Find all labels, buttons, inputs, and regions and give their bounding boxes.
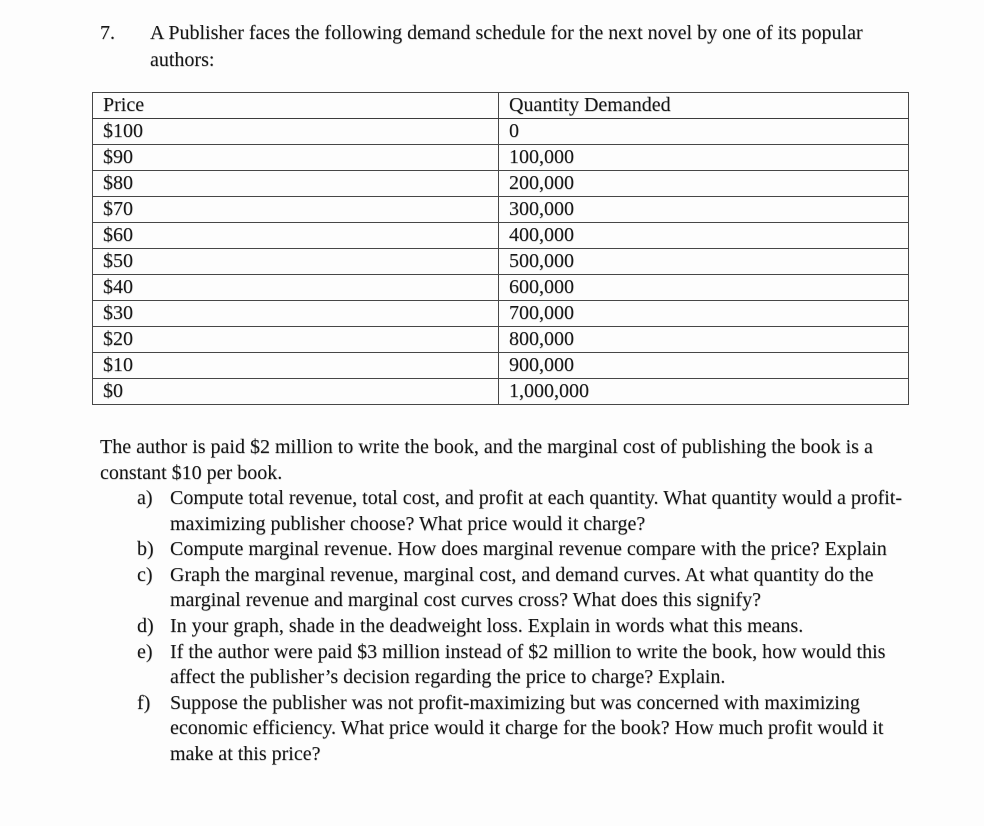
subquestion-item-c [137, 563, 903, 614]
subquestion-text: Suppose the publisher was not profit-maximizing but was concerned with maximizing economic efficiency. What price would it charge for the book? How much profit would it make at this price? [170, 691, 884, 765]
price-cell: $0 [93, 379, 499, 405]
question-intro-text: A Publisher faces the following demand schedule for the next novel by one of its popular authors: [150, 22, 863, 71]
demand-schedule-table [92, 92, 909, 405]
price-column-header: Price [93, 93, 499, 119]
table-row [93, 119, 909, 145]
price-cell: $100 [93, 119, 499, 145]
subquestion-text: Compute marginal revenue. How does marginal revenue compare with the price? Explain [170, 538, 887, 561]
subquestion-label: a) [137, 487, 153, 509]
table-row [93, 379, 909, 405]
subquestion-item-b [137, 537, 903, 563]
subquestion-text: Compute total revenue, total cost, and profit at each quantity. What quantity would a profit-maximizing publisher choose? What price would it charge? [170, 487, 903, 535]
table-header-row [93, 93, 909, 119]
table-row [93, 223, 909, 249]
quantity-cell: 300,000 [499, 197, 909, 223]
subquestion-label: c) [137, 563, 153, 586]
subquestion-label: d) [137, 614, 154, 637]
subquestion-label: e) [137, 640, 153, 663]
subquestion-text: If the author were paid $3 million instead of $2 million to write the book, how would this affect the publisher’s decision regarding the price to charge? Explain. [170, 640, 886, 689]
table-row [93, 197, 909, 223]
demand-table-body [93, 119, 909, 405]
price-cell: $70 [93, 197, 499, 223]
price-cell: $10 [93, 353, 499, 379]
quantity-cell: 900,000 [499, 353, 909, 379]
price-cell: $30 [93, 301, 499, 327]
quantity-cell: 0 [499, 119, 909, 145]
subquestion-label: b) [137, 538, 154, 561]
subquestion-label: f) [137, 691, 151, 714]
subquestion-item-f [137, 691, 903, 768]
quantity-cell: 700,000 [499, 301, 909, 327]
question-header [100, 20, 920, 74]
table-row [93, 327, 909, 353]
quantity-cell: 800,000 [499, 327, 909, 353]
quantity-cell: 1,000,000 [499, 379, 909, 405]
quantity-cell: 100,000 [499, 145, 909, 171]
author-cost-paragraph: The author is paid $2 million to write the book, and the marginal cost of publishing the book is a constant $10 per book. [100, 436, 873, 484]
subquestion-item-d [137, 614, 903, 640]
price-cell: $60 [93, 223, 499, 249]
subquestion-item-a [137, 486, 903, 537]
table-row [93, 275, 909, 301]
subquestion-item-e [137, 640, 903, 691]
table-row [93, 145, 909, 171]
quantity-cell: 200,000 [499, 171, 909, 197]
price-cell: $90 [93, 145, 499, 171]
table-row [93, 249, 909, 275]
question-number: 7. [100, 22, 115, 44]
quantity-column-header: Quantity Demanded [499, 93, 909, 119]
price-cell: $80 [93, 171, 499, 197]
quantity-cell: 400,000 [499, 223, 909, 249]
table-row [93, 353, 909, 379]
quantity-cell: 600,000 [499, 275, 909, 301]
quantity-cell: 500,000 [499, 249, 909, 275]
subquestion-text: Graph the marginal revenue, marginal cost, and demand curves. At what quantity do the marginal revenue and marginal cost curves cross? What does this signify? [170, 563, 874, 612]
price-cell: $20 [93, 327, 499, 353]
price-cell: $40 [93, 275, 499, 301]
subquestion-list [137, 486, 903, 768]
price-cell: $50 [93, 249, 499, 275]
subquestion-text: In your graph, shade in the deadweight loss. Explain in words what this means. [170, 614, 804, 637]
table-row [93, 301, 909, 327]
table-row [93, 171, 909, 197]
